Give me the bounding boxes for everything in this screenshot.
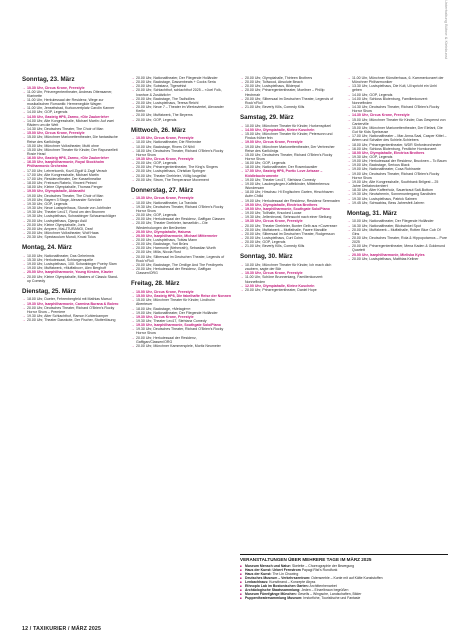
event-item: → 20.00 Uhr, Muffatwerk, The Beyerns [131,113,231,117]
day-heading: Sonntag, 30. März [240,253,293,261]
event-item: → 20.00 Uhr, Substanz, Tigerwhist [131,84,231,88]
event-item: → 11.00 Uhr, Münchner Künstlerhaus, 6. Kammerkonzert der Münchner Philharmoniker [347,76,447,84]
event-item: → 19.00 Uhr, Alte Kongresshalle, Southbank Brilgest – 25 Jahre Deltabeckenbert [347,180,447,188]
event-item: → 19.00 Uhr, Nationaltheater, Cosa Rubinante [347,167,447,171]
event-item: → 20.00 Uhr, Schlachthof, schlachthof 2025 – »Joel Folk, Ivanhoe & Zusätzlich« [131,88,231,96]
event-item: → 19.00 Uhr, Olympiahalle, Electrica Brothers [240,203,340,207]
event-item: → 20.00 Uhr, Strom, The Temperance Movement [131,178,231,182]
event-item: → 20.00 Uhr, Lustspielhaus, Django Asül [22,219,122,223]
event-item: → 16.30 Uhr, Nationaltheater, Blickwinkel Spot [347,224,447,228]
day-heading: Donnerstag, 27. März [131,186,194,194]
event-item: → 18.00 Uhr, Nationaltheater, Der Rosenkavalier [240,165,340,169]
event-item: → 18.00 Uhr, Hirschau: Hi Englischen Garten, Hirschhaven Aufm Chiild [240,190,340,198]
event-item: → 14.00 Uhr, Olympiahalle, Kleine Kuscheln [240,128,340,132]
event-item: → 20.00 Uhr, Isarphilharmonie, Young Kirsten, Klavier [22,270,122,274]
event-item: → 15.00 Uhr, Deutsches Theater, Richard O'Brien's Rocky Horror Show [240,153,340,161]
event-item: → 20.00 Uhr, Deutsches Theater, Rola & Hippopotamos – Pure 2025 [347,236,447,244]
event-item: → 16.00 Uhr, Gasteig HP8, Zarmo, »Die Zauberlehr« [22,156,122,160]
event-item: → 16.00 Uhr, GOP, Legends [240,161,340,165]
event-item: → 20.00 Uhr, Silbersaal im Deutschen Theater, Legends of Rock'n'Roll [131,255,231,263]
event-item: → 20.00 Uhr, Kleine Olympiahalle, Joris [22,223,122,227]
event-item: → 20.00 Uhr, Muffatwerk – Muffathalle, Rotten Blue Cub Of Gins [347,228,447,236]
day-heading: Montag, 24. März [22,244,72,252]
event-item: → 19.00 Uhr, Circus Krone, Freestyle [240,140,340,144]
box-item-title: Gesells – Wingsche, Landschaften, Bilder [296,592,362,597]
box-item-venue: Deutsches Museum – Verkehrszentrum: [245,575,311,580]
event-item: → 10.00 Uhr, Münchner Theater für Kinder, Ich mach dich zaubern, sagte der Bär [240,263,340,271]
event-item: → 19.45 Uhr, Schwabiss, Bess Jahresfeit Jahren [347,201,447,205]
event-item: → 20.00 Uhr, Nationaltheater, Der Fliegende Holländer [131,76,231,80]
day-heading: Montag, 31. März [347,209,397,217]
event-item: → 20.00 Uhr, Prinzregententheater, The King's Singers [131,165,231,169]
multi-day-events-box [240,554,448,600]
event-item: → 12.00 Uhr, Olympiahalle, Kleine Kuscheln [240,284,340,288]
event-item: → 20.00 Uhr, Lustspielhaus, Bilderpal [240,84,340,88]
event-item: → 20.00 Uhr, Isarphilharmonie, Mieliska Kyles [347,253,447,257]
event-item: → 20.00 Uhr, Theater Drehleier, Ismaelkiin – Die Wiederholungen der Berühmten [131,221,231,229]
event-item: → 20.00 Uhr, GOP, Legends [131,161,231,165]
sidebar-text: Unterhaltung Bühne & Kleinkunst [444,0,449,59]
event-item: → 19.30 Uhr, Lustspielhaus, Schwabinger Schaumschläger [22,214,122,218]
event-item: → 17.00 Uhr, Lehrerkomik, Kozil Zigolf & Zagil Verach [22,169,122,173]
event-item: → 15.00 Uhr, Münchner Volkstheater, Mutti ohne [22,144,122,148]
event-item: → 15.00 Uhr, Münchner Theater für Kinder, Petersonn und Findus früher fein [240,132,340,140]
event-item: → 19.00 Uhr, Herkulessaal der Residenz, Brucknen – To Baum [347,159,447,163]
event-item: → 20.00 Uhr, Harmonie (Nehmrath), Sebastian Wurth [131,246,231,250]
box-item-venue: Museum Fünnfgänge München: [245,592,297,597]
event-item: → 18.00 Uhr, Olympiahalle, Electrica Brothers [347,151,447,155]
column-4 [347,76,447,261]
event-item: → 19.30 Uhr, Circus Krone, Freestyle [131,315,231,319]
day-heading: Mittwoch, 26. März [131,126,186,134]
page-footer: 12 / TAXIKURIER / MÄRZ 2025 [22,626,102,632]
event-item: → 19.00 Uhr, Herkulessaal der Residenz, Residenz Serenaden [240,199,340,203]
event-item: → 20.00 Uhr, Ampere, MaLJTURANGI, Deaf [22,227,122,231]
column-2 [131,76,231,348]
event-item: → 18.00 Uhr, Deutsches Theater, Richard O'Brien's Rocky Horror Show [131,149,231,157]
event-item: → 18.00 Uhr, Freiraum Rabelo, Vincent Peirani [22,181,122,185]
event-item: → 10.30 Uhr, Circus Krone, Freestyle [131,196,231,200]
event-item: → 20.00 Uhr, Isarphilharmonie, Michael Mittermeier [131,234,231,238]
event-item: → 19.30 Uhr, Deutsches Theater, Richard O'Brien's Rocky Horror Show [131,327,231,335]
event-item: → 19.30 Uhr, Alter Schlachthof, Ramon Kuhlenkamper [22,314,122,318]
box-item-venue: Ethnoplo Lab im Bostonischen Garten: [245,583,309,588]
event-item: → 19.30 Uhr, Theater Leo17, Rund um den Brunnen [22,210,122,214]
event-item: → 20.30 Uhr, Spectaculum Mundi, Knust Tolus [22,235,122,239]
event-item: → 19.30 Uhr, GOP, Legends [347,155,447,159]
event-item: → 14.00 Uhr, GOP, Legends [22,110,122,114]
box-item-venue: Haus der Kunst: [245,571,272,576]
box-item-venue: Haus der Kunst: Urbert Fernstrom [245,567,301,572]
event-item: → 11.00 Uhr, Schöne Brunnenlang, Familienkonzert: Nonnefinden [240,275,340,283]
event-item: → 18.30 Uhr, Alter Kaffeeholz, Sauerkraut Salt-Bottom [347,188,447,192]
event-item: → 20.00 Uhr, GOP, Legends [240,240,340,244]
box-item-title: Odenseeble – Kunte mit auf Kälte Kunststoffen [310,575,383,580]
box-item-title: Kunstbrand – Konzepte Abyss [268,579,316,584]
event-item: → 10.00 Uhr, Münchner Theater für Kinder, Hurkenspitzel [240,124,340,128]
box-item-venue: Lenbachhaus: [245,579,269,584]
event-item: → 19.00 Uhr, Nationaltheater, Der Fliegende Holländer [131,311,231,315]
event-item: → 19.30 Uhr, Isarphilharmonie, Southgate Solo/Piano [131,323,231,327]
event-item: → 10.00 Uhr, Nationaltheater, Der Fliegende Holländer [347,219,447,223]
event-item: → 20.00 Uhr, Münchner Volkstheater, Wolf Haas [22,231,122,235]
box-item-title: The Lin Chowing [271,571,299,576]
event-item: → 18.00 Uhr, Kleine Olympiahalle, Thomas Fenger [22,185,122,189]
event-item: → 10.30 Uhr, Circus Krone, Freestyle [240,271,340,275]
box-item-title: Skelette – Choreographie der Bewegung [291,563,355,568]
event-item: → 20.00 Uhr, Lustspielhaus, Christian Springer [131,169,231,173]
event-item: → 10.00 Uhr, Backstage, Rivers Of Nihil [131,145,231,149]
event-item: → 19.00 Uhr, Isarphilharmonie, Southgate Solo/Piano [240,207,340,211]
event-item: → 14.00 Uhr, Gasteig HP8, Zarmo, »Die Zauberlehr« [22,115,122,119]
event-item: → 11.00 Uhr, Prinzregententheater, Andreas Ottensamer, Klarinette [22,90,122,98]
event-item: → 15.00 Uhr, Münchner Theater für Kinder, Das Gespenst von Canterville [347,118,447,126]
event-item: → 15.00 Uhr, Münchner Theater für Kinder, Der Rapunzelleit Rosie Head [22,148,122,156]
event-item: → 20.00 Uhr, Backstage, Yuri Brüns [131,242,231,246]
event-item: → 20.00 Uhr, Theater Dasnkote, Der Fischer, Stotterlösung [22,318,122,322]
event-item: → 16.30 Uhr, Isarphilharmonie, Royal Stockholm Philharmonic Orchestra [22,160,122,168]
event-item: → 20.00 Uhr, Lustspielhaus, Matthias Kellner [347,257,447,261]
event-item: → 14.30 Uhr, Circus Krone, Freestyle [347,113,447,117]
box-item-venue: Puppentheatersammlung Museum: [245,596,303,601]
event-item: → 20.00 Uhr, Muffatwerk – Muffathalle, Fawre Mandiile [240,228,340,232]
event-item: → 20.00 Uhr, Silbersaal im Deutschen Theater, Rodgersson [240,232,340,236]
event-item: → 19.30 Uhr, Circus Krone, Freestyle [240,219,340,223]
box-title: VERANSTALTUNGEN ÜBER MEHRERE TAGE IM MÄRZ 2025 [240,557,372,562]
event-item: → 19.00 Uhr, Olympiahalle, Aldanathi [22,189,122,193]
event-item: → 20.00 Uhr, Theater Drehleier, Bunter Gelb aus »Covereas« [240,224,340,228]
event-item: → 21.00 Uhr, Beverly Kills, Comedy Kills [240,244,340,248]
event-item: → 18.00 Uhr, Dueter, Fehrenbergfeld mit Mathias Marsol [22,297,122,301]
box-item-title: Irrstorfiche, Touristische und Fantasie [302,596,361,601]
event-item: → 20.00 Uhr, Deutsches Theater, Richard O'Brien's Rocky Horror Show – Premiere [22,306,122,314]
event-item: → 19.00 Uhr, Deutsches Theater, The Choir of Man [22,194,122,198]
day-heading: Dienstag, 25. März [22,287,76,295]
event-item: → 19.00 Uhr, Backstage, Serious Black [347,163,447,167]
event-item: → 18.00 Uhr, Backstage, »Metagirm« [131,307,231,311]
column-1 [22,76,122,322]
event-item: → 17.00 Uhr, Alte Kongresshalle, Michael Martin [22,173,122,177]
event-item: → 14.00 Uhr, Alte Kongresshalle, Michael Martin: Auf zwei Rädern um die Welt [22,119,122,127]
event-item: → 14.00 Uhr, Schloss Blutenburg, Familienkonzert: Nonnefinden [347,97,447,105]
event-item: → 20.00 Uhr, Milla, Nicola Rost [131,250,231,254]
event-item: → 15.00 Uhr, Circus Krone, Freestyle [22,131,122,135]
event-item: → 20.00 Uhr, Lustspielhaus, Curt Coins [240,236,340,240]
event-item: → 17.00 Uhr, Gasteig HP8, Poetic Love Artsaxe – Kiddlebuchrumente [240,169,340,177]
event-item: → 17.00 Uhr, Nationaltheater – Mar-Anna-Saal, Casper Kittel – Artem und Schalter des Schiele-Schiebers [347,134,447,142]
event-item: → 10.00 Uhr, Nationaltheater, La Traviata [131,201,231,205]
event-item: → 19.30 Uhr, Neue Lustspielhaus, Stunde von Jobfinder [22,206,122,210]
event-item: → 20.00 Uhr, GOP, Legends [131,118,231,122]
event-item: → 20.00 Uhr, Backstage, Dassenbeats + Cocks Seria [131,80,231,84]
event-item: → 19.00 Uhr, Tollhalle, Knucked Loose [240,211,340,215]
event-item: → 16.00 Uhr, Schloss Blutenburg, Festliche Hornkonzert [347,147,447,151]
event-item: → 13.30 Uhr, Lustspielhaus, Die Kult, Uli spricht ein Unhi geben [347,84,447,92]
event-item: → 21.00 Uhr, Beverly Kills, Comedy Kills [240,105,340,109]
day-heading: Sonntag, 23. März [22,76,75,83]
event-item: → 19.30 Uhr, Circus Krone, Freestyle [131,157,231,161]
event-item: → 10.00 Uhr, Nationaltheater, Das Geheimnis [22,254,122,258]
event-item: → 20.00 Uhr, Lustspielhaus, Teresa Reichl [131,101,231,105]
event-item: → 15.30 Uhr, Herkulessaal, Schlangenquelle [22,258,122,262]
event-item: → 19.30 Uhr, Deutsches Theater, Richard O'Brien's Rocky Horror Show [131,205,231,213]
event-item: → 10.00 Uhr, Nationaltheater, Die Rheinnixe [131,140,231,144]
event-item: → 18.00 Uhr, Prinzregententheater, WDR Sinfonieorchester [347,143,447,147]
box-item-title: Papagi Rist's Rundfunk [300,567,338,572]
event-item: → 19.00 Uhr, Theater Leo17, Stehtanz Comedy [240,178,340,182]
event-item: → 14.30 Uhr, Deutsches Theater, The Choir of Man [22,127,122,131]
event-item: → 20.00 Uhr, Prinzregententheater, Daniel Hope [240,288,340,292]
event-item: → 19.30 Uhr, Jellenbrunsl, Sehnsucht nach einer Stellung [240,215,340,219]
event-item: → 20.00 Uhr, Kleine Olympiahalle, Masters of Classic Stand-up Comedy [22,275,122,283]
event-item: → 11.00 Uhr, Herkulessaal der Residenz, Wege zur musikalischen Romantik: Hermenegilde Wagen [22,98,122,106]
day-heading: Freitag, 28. März [131,280,180,288]
event-item: → 20.00 Uhr, Theater Drehleier, Völlig losgelöst [131,174,231,178]
box-item-venue: Archäologische Staatssammlung: [245,588,301,593]
event-item: → 20.00 Uhr, GOP, Legends [131,213,231,217]
event-item: → 20.00 Uhr, Olympiahalle, Haiuma [131,230,231,234]
event-item: → 20.00 Uhr, Münchner Kammerspiele, Moritz Neumeier [131,344,231,348]
event-item: → 10.00 Uhr, Circus Krone, Freestyle [131,290,231,294]
event-item: → 19.00 Uhr, Lustspielhaus, 100. Schwabinger Poetry Slam [22,262,122,266]
event-item: → 19.00 Uhr, Deutsches Theater, Richard O'Brien's Rocky Horror Show [347,172,447,180]
event-item: → 15.00 Uhr, Münchner Marionettentheater, Die fantastische Reise des Karlkönigs [22,135,122,143]
column-3 [240,76,340,292]
event-item: → 17.00 Uhr, Residenztheater, Der Kasselinealtar [22,177,122,181]
event-item: → 19.00 Uhr, Muffatwerk, »Muffatbox«, Alex Berghoff [22,266,122,270]
box-item [240,596,448,600]
event-item: → 11.00 Uhr, Jenseitsbad, Kurkonzertplatz Carolin Kanner [22,106,122,110]
event-item: → 20.00 Uhr, Herkulessaal der Residenz, Gaffigan/Classen/ORG [131,336,231,344]
event-item: → 10.00 Uhr, Circus Krone, Freestyle [131,136,231,140]
event-item: → 20.00 Uhr, Backstage, The Tadhollies [131,97,231,101]
event-item: → 20.00 Uhr, Olympiahalle, Thirteen Brothers [240,76,340,80]
event-item: → 20.00 Uhr, Neue 7 – Theater im Werksviertel, Alexander Kerlin [131,105,231,113]
event-item: → 19.30 Uhr, Isarphilharmonie, Carmina Burana & Bolero [22,302,122,306]
event-item: → 20.00 Uhr, Prinzregententheater, Moeltner – Phillip Hechmair [240,88,340,96]
box-item-venue: Museum Mensch und Natur: [245,563,292,568]
event-item: → 19.00 Uhr, Laudergängen-Kaffelkinder, Mittelenternus: Wundersam [240,182,340,190]
event-item: → 19.30 Uhr, Lustspielhaus, Patrick Salmen [347,197,447,201]
event-item: → 15.00 Uhr, Münchner Marionettentheater, Der Elefant, Die Gut für Kids Speiseuse [347,126,447,134]
event-item: → 19.30 Uhr, Neuiwhemin, Sonnenuntergang Sandisten [347,192,447,196]
event-item: → 20.00 Uhr, Tollwood, Absolute Beach [240,80,340,84]
event-item: → 20.00 Uhr, Herkulessaal der Residenz, Gaffigan Classen [131,217,231,221]
event-item: → 20.00 Uhr, Backstage, The Omilige And The Fredbyrets [131,263,231,267]
event-item: → 19.30 Uhr, GOP, Legends [22,202,122,206]
box-item-title: Archittenhenarbet [308,583,337,588]
event-item: → 20.00 Uhr, Prinzregententheater, Mena Kaden & Goldmund Quartett [347,244,447,252]
event-item: → 14.30 Uhr, Deutsches Theater, Richard O'Brien's Rocky Horror Show [347,105,447,113]
event-item: → 10.30 Uhr, Circus Krone, Freestyle [22,86,122,90]
box-item-title: Jeden – Einzelbraun begrüßen [300,588,349,593]
event-item: → 19.00 Uhr, Münchner Marionettentheater, Der Verbrecher Reise des Karlkönigs [240,145,340,153]
event-item: → 20.00 Uhr, Herkulessaal der Residenz, Gaffigan Classen/ORG [131,267,231,275]
event-item: → 20.00 Uhr, Lustspielhaus, Tobias Mann [131,238,231,242]
event-item: → 14.00 Uhr, GOP, Legends [347,93,447,97]
event-item: → 19.00 Uhr, Bayern 3 Stage, Alexander Schröder [22,198,122,202]
box-list [240,564,448,601]
event-item: → 15.00 Uhr, Gasteig HP8, Die fabelhafte Reise der Nonnen [131,294,231,298]
day-heading: Samstag, 29. März [240,114,294,122]
event-item: → 20.00 Uhr, Silbersaal im Deutschen Theater, Legends of Rock'n'Roll [240,97,340,105]
event-item: → 15.00 Uhr, Münchner Theater für Kinder, Lindholm Abenteuer [131,298,231,306]
event-item: → 19.30 Uhr, Theater Leo17, Stehtanz Comedy [131,319,231,323]
